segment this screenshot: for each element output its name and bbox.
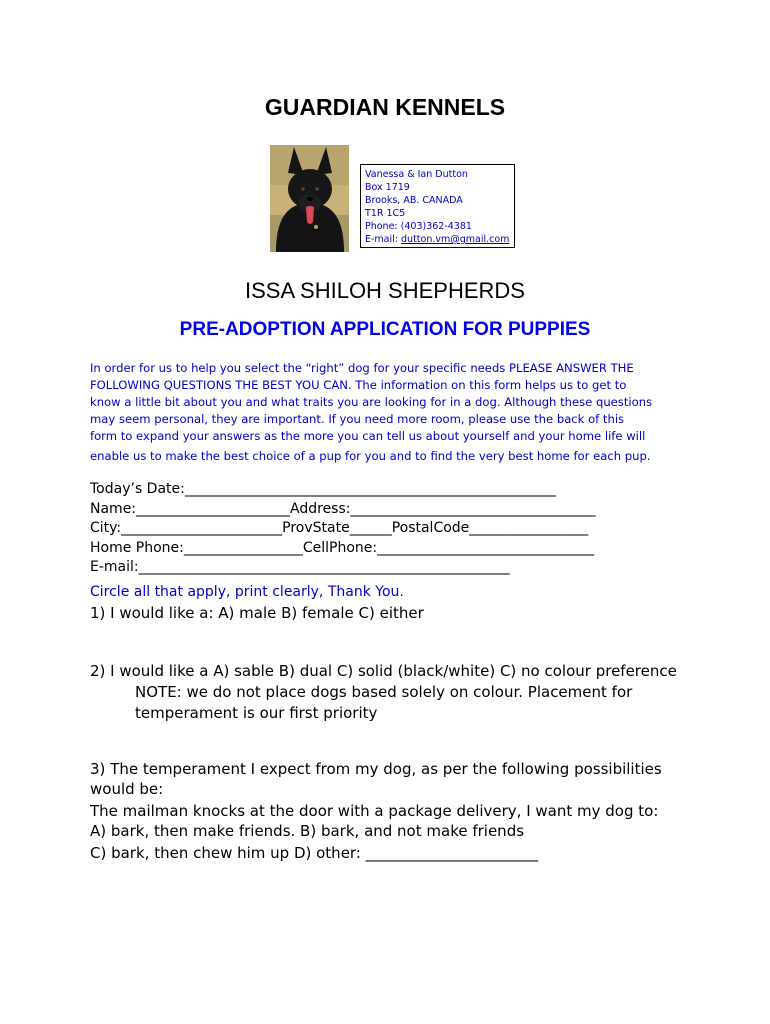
contact-postal-code: T1R 1C5: [365, 208, 406, 219]
subtitle: ISSA SHILOH SHEPHERDS: [245, 278, 525, 303]
intro-line: In order for us to help you select the “right” dog for your specific needs PLEASE ANSWER THE: [90, 361, 634, 375]
dog-image: [270, 145, 349, 252]
contact-box-number: Box 1719: [365, 182, 410, 193]
intro-line: know a little bit about you and what traits you are looking for in a dog. Although these questions: [90, 395, 653, 409]
question-3: 3) The temperament I expect from my dog, as per the following possibilities: [90, 760, 662, 778]
circle-instructions: Circle all that apply, print clearly, Thank You.: [90, 584, 404, 600]
form-title: PRE-ADOPTION APPLICATION FOR PUPPIES: [179, 319, 591, 340]
question-3-options[interactable]: C) bark, then chew him up D) other: _______________________: [90, 844, 539, 862]
intro-line: FOLLOWING QUESTIONS THE BEST YOU CAN. The information on this form helps us to get to: [90, 378, 627, 392]
contact-email-line: [365, 233, 514, 246]
email-field[interactable]: E-mail:_____________________________________________________: [90, 559, 510, 575]
question-3-scenario: The mailman knocks at the door with a package delivery, I want my dog to:: [90, 802, 659, 820]
question-2-note: temperament is our first priority: [135, 704, 378, 722]
question-2-note: NOTE: we do not place dogs based solely on colour. Placement for: [135, 683, 633, 701]
question-1[interactable]: 1) I would like a: A) male B) female C) either: [90, 604, 424, 622]
applicant-fields: [90, 480, 690, 578]
kennel-title: GUARDIAN KENNELS: [264, 94, 506, 120]
name-address-field[interactable]: Name:______________________Address:___________________________________: [90, 500, 596, 517]
intro-line: enable us to make the best choice of a pup for you and to find the very best home for each pup.: [90, 449, 651, 463]
contact-email-label: E-mail:: [365, 234, 402, 245]
intro-paragraph: [90, 360, 690, 465]
intro-line: may seem personal, they are important. If you need more room, please use the back of this: [90, 412, 625, 426]
contact-city: Brooks, AB. CANADA: [365, 195, 463, 206]
contact-info-box: [360, 164, 515, 248]
city-prov-postal-field[interactable]: City:_______________________ProvState______PostalCode_________________: [90, 520, 589, 536]
contact-phone: Phone: (403)362-4381: [365, 221, 472, 232]
intro-line: form to expand your answers as the more you can tell us about yourself and your home life will: [90, 429, 646, 443]
question-3-continued: would be:: [90, 780, 164, 798]
date-field[interactable]: Today’s Date:_____________________________________________________: [90, 481, 556, 497]
german-shepherd-photo: [270, 145, 349, 252]
phone-field[interactable]: Home Phone:_________________CellPhone:_______________________________: [90, 539, 595, 556]
question-3-options[interactable]: A) bark, then make friends. B) bark, and not make friends: [90, 822, 525, 840]
contact-email-link[interactable]: dutton.vm@gmail.com: [401, 234, 510, 245]
question-2[interactable]: 2) I would like a A) sable B) dual C) solid (black/white) C) no colour preference: [90, 662, 677, 680]
contact-names: Vanessa & Ian Dutton: [365, 169, 468, 180]
